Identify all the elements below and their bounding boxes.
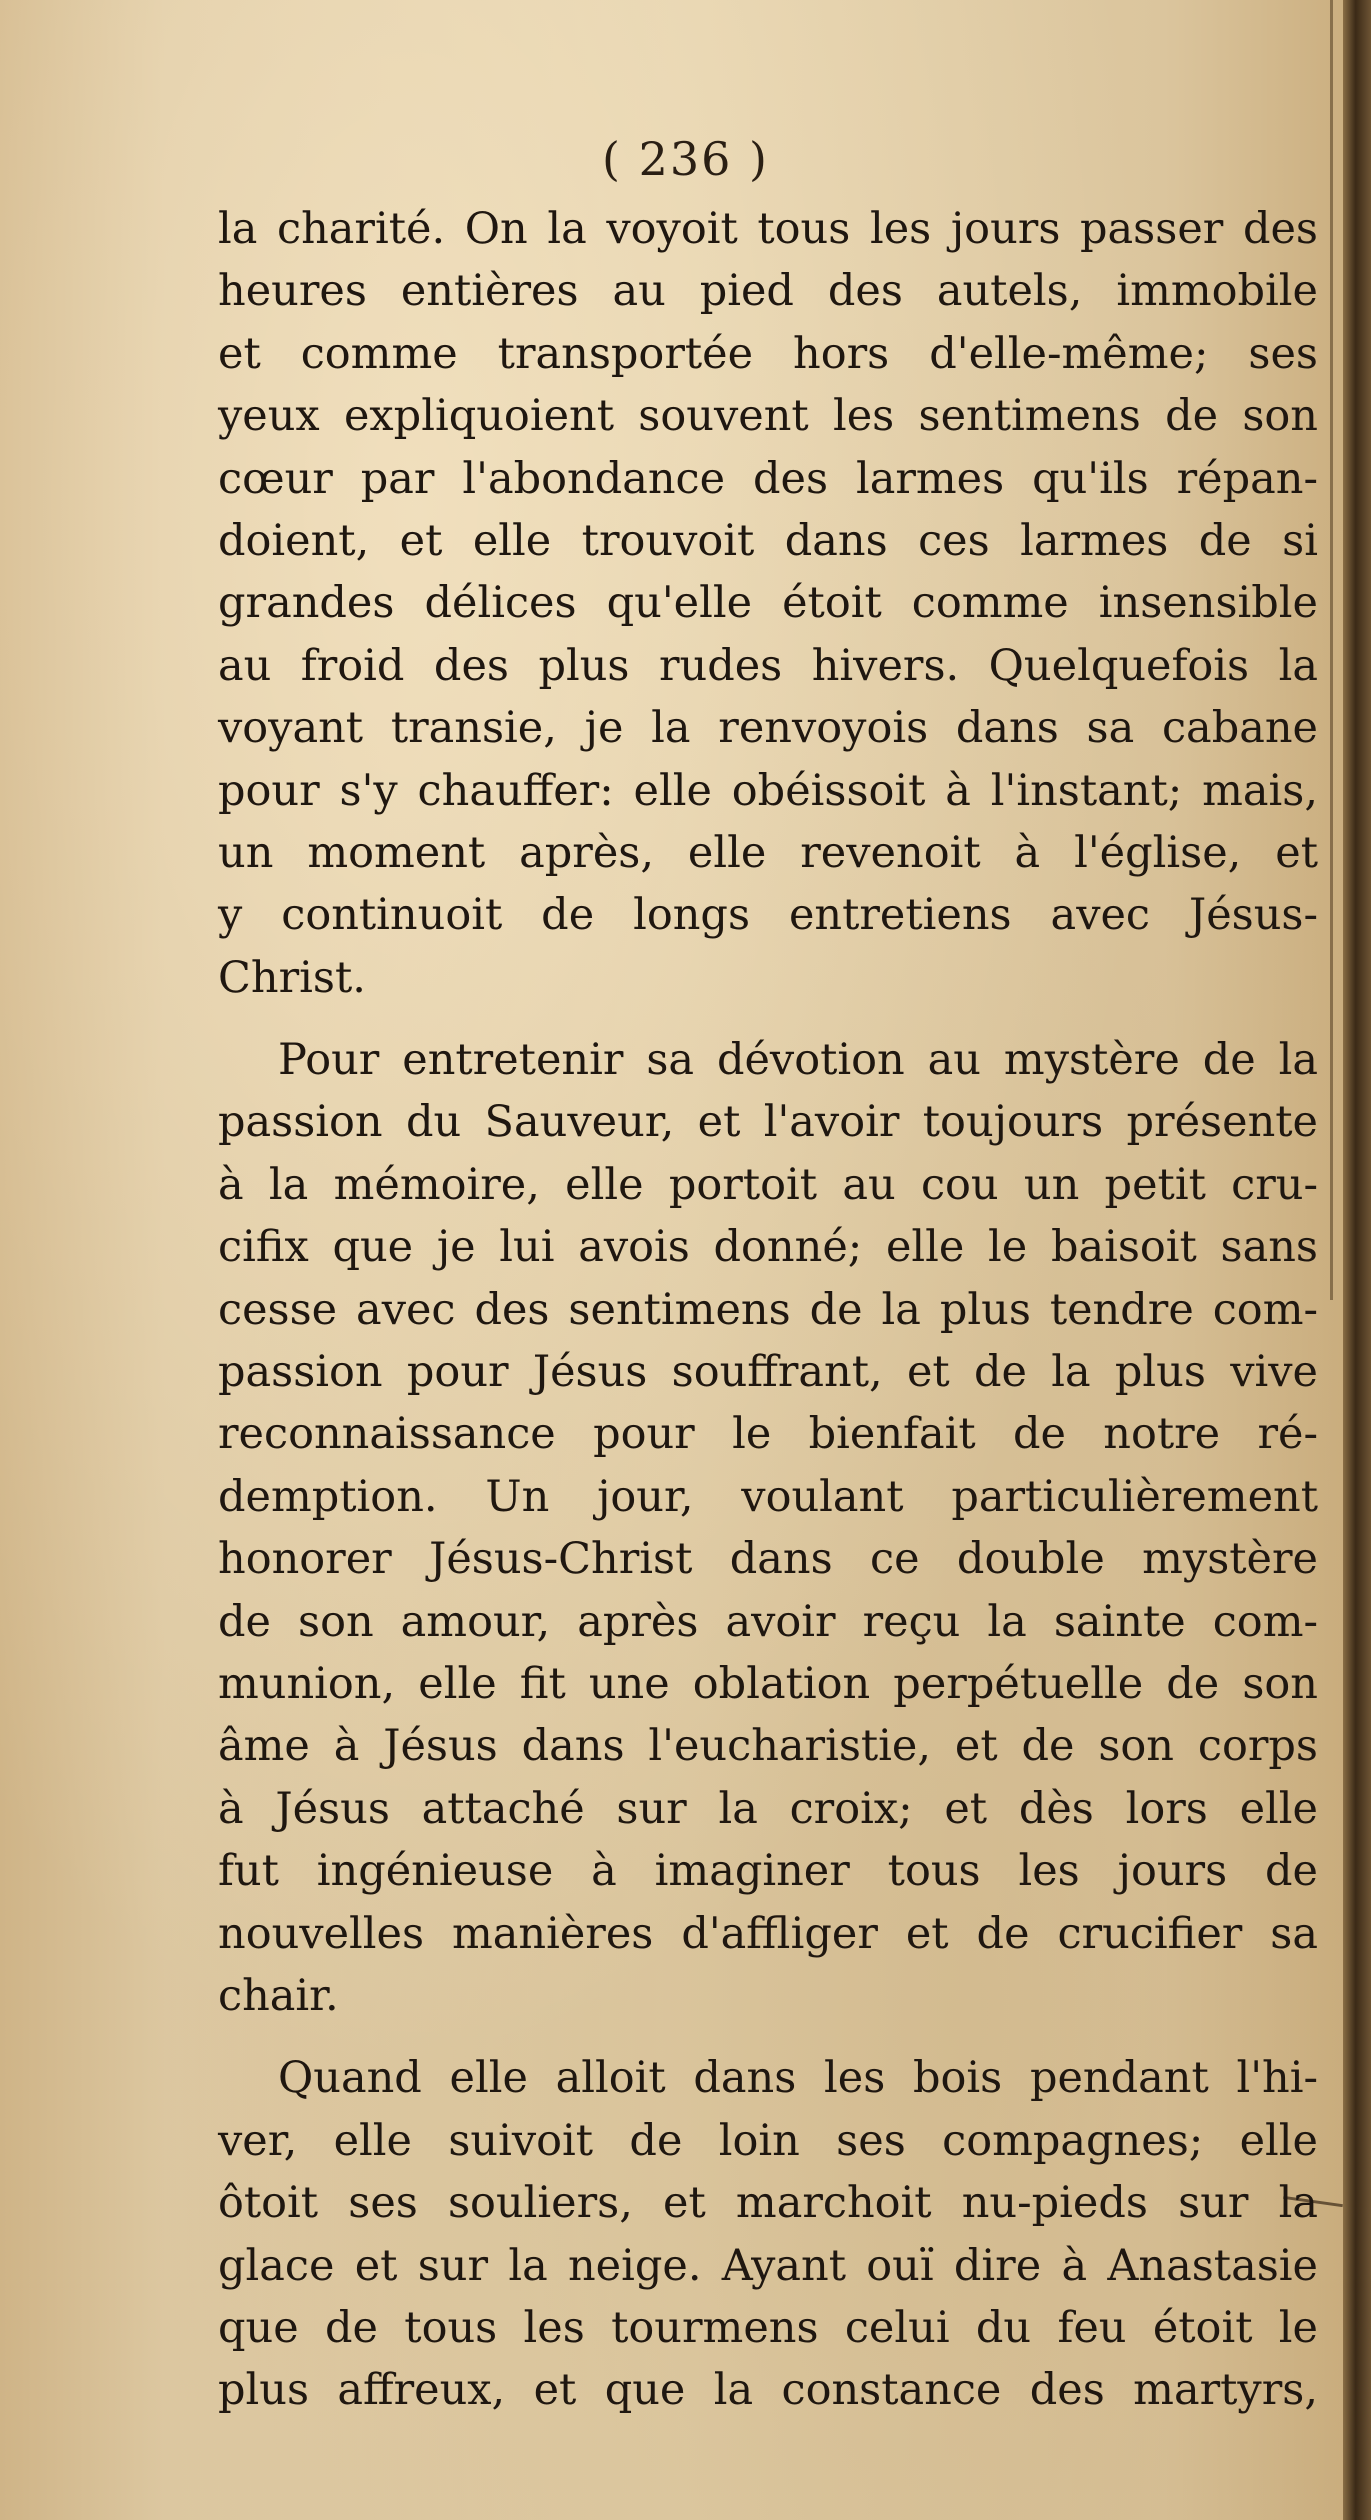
paragraph-2 <box>218 1029 1318 2027</box>
text-line: plus affreux, et que la constance des martyrs, <box>218 2365 1318 2416</box>
text-line: honorer Jésus-Christ dans ce double mystère <box>218 1534 1318 1585</box>
text-line: pour s'y chauffer: elle obéissoit à l'instant; mais, <box>218 765 1318 816</box>
paragraph-gap <box>218 2027 1318 2047</box>
text-line: passion du Sauveur, et l'avoir toujours présente <box>218 1097 1318 1148</box>
text-line: fut ingénieuse à imaginer tous les jours de <box>218 1846 1318 1897</box>
text-line: de son amour, après avoir reçu la sainte com- <box>218 1596 1318 1647</box>
text-line: à Jésus attaché sur la croix; et dès lors elle <box>218 1783 1318 1834</box>
text-line: ver, elle suivoit de loin ses compagnes; elle <box>218 2115 1318 2166</box>
text-line: munion, elle fit une oblation perpétuelle de son <box>218 1658 1318 1709</box>
text-line: reconnaissance pour le bienfait de notre ré- <box>218 1409 1318 1460</box>
text-line: que de tous les tourmens celui du feu étoit le <box>218 2302 1318 2353</box>
paragraph-1 <box>218 198 1318 1009</box>
text-line: Pour entretenir sa dévotion au mystère de la <box>278 1035 1318 1086</box>
text-line: glace et sur la neige. Ayant ouï dire à Anastasie <box>218 2240 1318 2291</box>
text-line: chair. <box>218 1970 339 2021</box>
text-line: cifix que je lui avois donné; elle le baisoit sans <box>218 1222 1318 1273</box>
text-line: au froid des plus rudes hivers. Quelquefois la <box>218 640 1318 691</box>
body-text <box>218 198 1318 2422</box>
text-line: heures entières au pied des autels, immobile <box>218 266 1318 317</box>
text-line: la charité. On la voyoit tous les jours passer des <box>218 204 1318 254</box>
text-line: passion pour Jésus souffrant, et de la plus vive <box>218 1347 1318 1398</box>
text-line: Quand elle alloit dans les bois pendant l'hi- <box>278 2053 1318 2104</box>
paragraph-gap <box>218 1009 1318 1029</box>
text-line: y continuoit de longs entretiens avec Jésus- <box>218 890 1318 941</box>
text-line: cœur par l'abondance des larmes qu'ils répan- <box>218 453 1318 504</box>
text-line: et comme transportée hors d'elle-même; ses <box>218 328 1318 379</box>
text-line: ôtoit ses souliers, et marchoit nu-pieds sur la <box>218 2178 1318 2229</box>
text-line: un moment après, elle revenoit à l'église, et <box>218 827 1318 878</box>
text-line: demption. Un jour, voulant particulièrement <box>218 1471 1318 1522</box>
text-line: Christ. <box>218 952 366 1003</box>
text-line: yeux expliquoient souvent les sentimens de son <box>218 391 1318 442</box>
book-spine <box>1343 0 1371 2520</box>
text-line: doient, et elle trouvoit dans ces larmes de si <box>218 515 1318 566</box>
text-line: grandes délices qu'elle étoit comme insensible <box>218 578 1318 629</box>
text-line: à la mémoire, elle portoit au cou un petit cru- <box>218 1159 1318 1210</box>
page-number: ( 236 ) <box>602 132 769 186</box>
text-line: voyant transie, je la renvoyois dans sa cabane <box>218 703 1318 754</box>
text-line: nouvelles manières d'affliger et de crucifier sa <box>218 1908 1318 1959</box>
paragraph-3 <box>218 2047 1318 2421</box>
text-line: cesse avec des sentimens de la plus tendre com- <box>218 1284 1318 1335</box>
text-line: âme à Jésus dans l'eucharistie, et de son corps <box>218 1721 1318 1772</box>
page-edge-shadow <box>1330 0 1333 1300</box>
